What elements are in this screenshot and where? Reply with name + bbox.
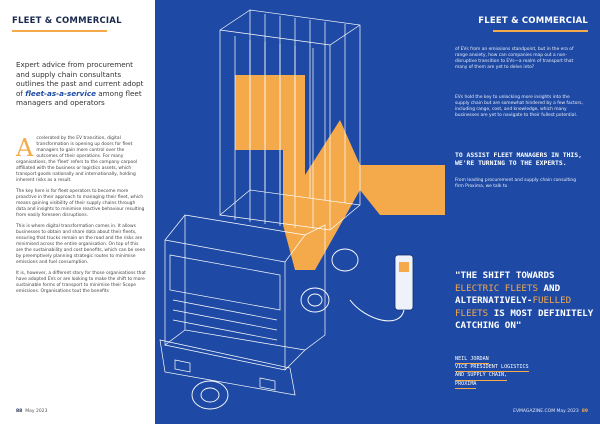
section-label: FLEET & COMMERCIAL [478, 16, 588, 26]
folio-right [513, 409, 588, 414]
truck-wireframe-illustration [155, 0, 445, 424]
pull-quote: "THE SHIFT TOWARDS ELECTRIC FLEETS AND ALTERNATIVELY-FUELLED FLEETS IS MOST DEFINITELY CATCHING ON" [455, 270, 594, 331]
pull-subhead: TO ASSIST FLEET MANAGERS IN THIS, WE'RE TURNING TO THE EXPERTS. [455, 151, 582, 167]
section-label: FLEET & COMMERCIAL [12, 16, 122, 26]
folio-left [16, 409, 47, 414]
drop-cap: A [16, 134, 34, 162]
left-page [0, 0, 155, 424]
quote-highlight: ELECTRIC FLEETS [455, 282, 538, 294]
speaker-company: PROXIMA [455, 381, 476, 389]
quote-highlight: FUELLED FLEETS [455, 295, 572, 319]
orange-pulse-shape [235, 75, 445, 270]
issue-date: May 2023 [25, 409, 48, 414]
site-url: EVMAGAZINE.COM [513, 409, 556, 414]
speaker-title: VICE PRESIDENT LOGISTICS [455, 364, 529, 372]
body-paragraph: Accelerated by the EV transition, digital transformation is opening up doors for fleet managers to gain more control over the outcomes of their operations. For many organisations, the 'fleet' refers to the company carpool affiliated with the business or logistics assets, which transport goods nationally and internationally, holding inherent risks as a result. [16, 134, 138, 183]
truck-illustration [155, 0, 445, 424]
page-number: 89 [581, 409, 588, 414]
body-paragraph: EVs hold the key to unlocking more insights into the supply chain but are somewhat hindered by a few factors, including range, cost, and knowledge, which many businesses are yet to navigate to their fullest potential. [455, 95, 583, 118]
truck-cab-icon [160, 215, 325, 395]
issue-date: May 2023 [556, 409, 579, 414]
quote-attribution [455, 356, 590, 389]
body-paragraph: This is where digital transformation comes in. It allows businesses to obtain and share data about their fleets, ensuring that trucks remain on the road and the risks are minimised across the entire organisation. On top of this are the sustainability and cost benefits, which can be seen by preemptively planning strategic routes to minimise emissions and fuel consumption. [16, 224, 146, 265]
speaker-name: NEIL JORDAN [455, 356, 489, 364]
body-paragraph: of EVs from an emissions standpoint, but in the era of range anxiety, how can companies map out a non-disruptive transition to EVs—a realm of transport that many of them are yet to delve into? [455, 47, 574, 70]
standfirst-before: Expert advice from procurement and supply chain consultants outlines the past and current adopt of [16, 60, 144, 98]
page-number: 88 [16, 409, 23, 414]
body-paragraph: It is, however, a different story for those organisations that have adopted EVs or are looking to make the shift to more sustainable forms of transport to minimise their Scope emissions. Organisations tout the benefits [16, 271, 146, 294]
standfirst-emphasis: fleet-as-a-service [25, 88, 96, 98]
ev-charger-icon [350, 255, 413, 321]
section-label-underline [493, 30, 588, 32]
speaker-title: AND SUPPLY CHAIN, [455, 372, 507, 380]
body-paragraph: The key here is for fleet operators to become more proactive in their approach to managing their fleet, which means gaining visibility of their supply chains through data and insights to minimise reactive behaviour resulting from easily foreseen disruptions. [16, 189, 145, 218]
standfirst [16, 60, 146, 108]
standfirst-after: among fleet managers and operators [16, 88, 142, 107]
section-label-underline [12, 30, 107, 32]
left-body-text [16, 136, 146, 300]
body-paragraph: From leading procurement and supply chain consulting firm Proxima, we talk to [455, 178, 577, 189]
